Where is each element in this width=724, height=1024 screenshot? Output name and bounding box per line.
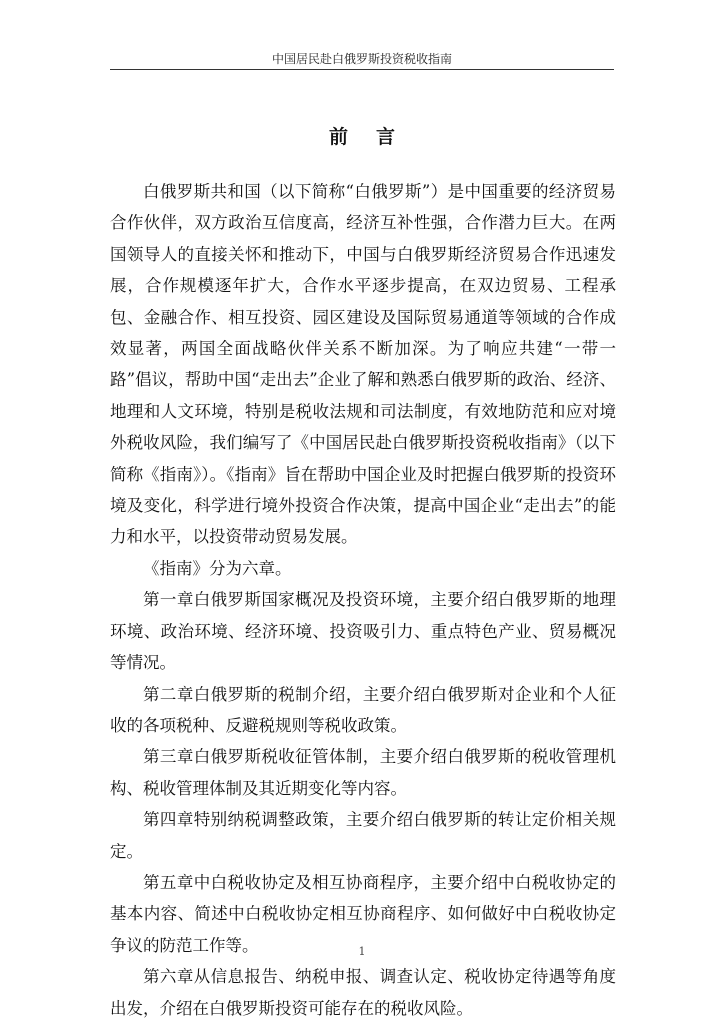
body-text	[110, 176, 616, 1024]
page-number: 1	[358, 945, 366, 958]
running-header: 中国居民赴白俄罗斯投资税收指南	[271, 52, 452, 66]
paragraph-chapter-1: 第一章白俄罗斯国家概况及投资环境，主要介绍白俄罗斯的地理环境、政治环境、经济环境、投资吸引力、重点特色产业、贸易概况等情况。	[110, 590, 616, 673]
paragraph-overview: 《指南》分为六章。	[143, 558, 292, 578]
paragraph-chapter-3: 第三章白俄罗斯税收征管体制，主要介绍白俄罗斯的税收管理机构、税收管理体制及其近期变化等内容。	[110, 747, 616, 798]
paragraph-chapter-2: 第二章白俄罗斯的税制介绍，主要介绍白俄罗斯对企业和个人征收的各项税种、反避税规则等税收政策。	[110, 684, 616, 735]
header-divider	[110, 69, 614, 70]
paragraph-chapter-5: 第五章中白税收协定及相互协商程序，主要介绍中白税收协定的基本内容、简述中白税收协定相互协商程序、如何做好中白税收协定争议的防范工作等。	[110, 872, 616, 955]
paragraph-chapter-6: 第六章从信息报告、纳税申报、调查认定、税收协定待遇等角度出发，介绍在白俄罗斯投资可能存在的税收风险。	[110, 967, 616, 1018]
paragraph-chapter-4: 第四章特别纳税调整政策，主要介绍白俄罗斯的转让定价相关规定。	[110, 810, 616, 861]
paragraph-intro: 白俄罗斯共和国（以下简称“白俄罗斯”）是中国重要的经济贸易合作伙伴，双方政治互信度高，经济互补性强，合作潜力巨大。在两国领导人的直接关怀和推动下，中国与白俄罗斯经济贸易合作迅速发展，合作规模逐年扩大，合作水平逐步提高，在双边贸易、工程承包、金融合作、相互投资、园区建设及国际贸易通道等领域的合作成效显著，两国全面战略伙伴关系不断加深。为了响应共建“一带一路”倡议，帮助中国“走出去”企业了解和熟悉白俄罗斯的政治、经济、地理和人文环境，特别是税收法规和司法制度，有效地防范和应对境外税收风险，我们编写了《中国居民赴白俄罗斯投资税收指南》（以下简称《指南》）。《指南》旨在帮助中国企业及时把握白俄罗斯的投资环境及变化，科学进行境外投资合作决策，提高中国企业“走出去”的能力和水平，以投资带动贸易发展。	[110, 182, 616, 547]
page-title: 前言	[328, 126, 423, 148]
